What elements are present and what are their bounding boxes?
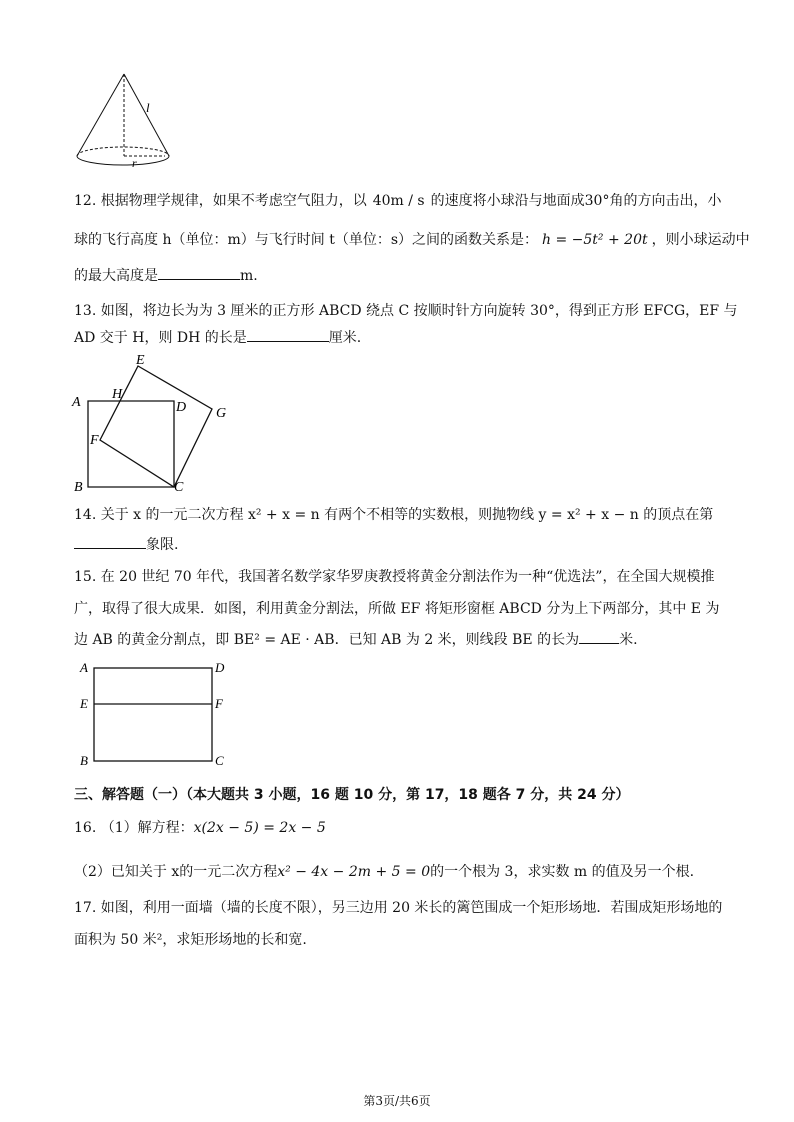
q16-part-1: 16. （1）解方程：x(2x − 5) = 2x − 5 [74,820,326,836]
q16-equation-1: x(2x − 5) = 2x − 5 [193,820,326,836]
q12-speed: 40m / s [372,193,425,209]
rect-label-D: D [215,660,225,675]
q15-line-2: 广，取得了很大成果．如图，利用黄金分割法，所做 EF 将矩形窗框 ABCD 分为上下两部分，其中 E 为 [74,601,720,617]
label-F: F [90,433,99,448]
rotated-squares-figure [66,352,236,497]
cone-slant-label: l [146,100,150,115]
cone-radius-label: r [132,156,137,170]
q16-equation-2: x² − 4x − 2m + 5 = 0 [277,864,431,880]
rect-label-E: E [80,696,88,711]
q17-line-2: 面积为 50 米²，求矩形场地的长和宽. [74,932,307,948]
label-D: D [176,400,187,415]
q13-answer-blank[interactable] [247,327,329,342]
q13-line-2: AD 交于 H，则 DH 的长是 厘米. [74,327,361,349]
rect-label-C: C [215,753,224,768]
rect-label-A: A [80,660,88,675]
q12-line-3: 的最大高度是 m. [74,265,258,287]
rect-label-F: F [215,696,223,711]
label-A: A [72,395,81,410]
golden-rectangle-figure [74,658,234,770]
q12-line-2: 球的飞行高度 h（单位：m）与飞行时间 t（单位：s）之间的函数关系是： h = −5t² + 20t ，则小球运动中 [74,232,750,248]
q12-angle: 30° [584,193,610,209]
label-H: H [112,387,123,402]
q14-line-1: 14. 关于 x 的一元二次方程 x² + x = n 有两个不相等的实数根，则抛物线 y = x² + x − n 的顶点在第 [74,507,714,523]
label-E: E [136,353,145,368]
q15-line-1: 15. 在 20 世纪 70 年代，我国著名数学家华罗庚教授将黄金分割法作为一种“优选法”，在全国大规模推 [74,569,715,585]
q12-line-1: 12. 根据物理学规律，如果不考虑空气阻力，以 40m / s 的速度将小球沿与地面成30°角的方向击出，小 [74,193,722,209]
label-B: B [74,480,83,495]
rect-label-B: B [80,753,88,768]
label-C: C [174,480,184,495]
label-G: G [216,406,227,421]
q14-line-2: 象限. [74,534,178,556]
q13-line-1: 13. 如图，将边长为为 3 厘米的正方形 ABCD 绕点 C 按顺时针方向旋转 30°，得到正方形 EFCG，EF 与 [74,303,738,319]
page-number: 第3页/共6页 [363,1094,431,1108]
q14-answer-blank[interactable] [74,534,146,549]
q15-line-3: 边 AB 的黄金分割点，即 BE² = AE · AB．已知 AB 为 2 米，则线段 BE 的长为 米. [74,629,638,651]
q12-formula: h = −5t² + 20t [542,232,648,248]
section-3-heading: 三、解答题（一）（本大题共 3 小题，16 题 10 分，第 17，18 题各 7 分，共 24 分） [74,787,630,803]
q17-line-1: 17. 如图，利用一面墙（墙的长度不限），另三边用 20 米长的篱笆围成一个矩形场地．若围成矩形场地的 [74,900,723,916]
cone-figure [70,70,175,170]
q16-part-2: （2）已知关于 x的一元二次方程x² − 4x − 2m + 5 = 0的一个根为 3，求实数 m 的值及另一个根. [74,864,695,880]
q15-answer-blank[interactable] [579,629,619,644]
q12-answer-blank[interactable] [158,265,240,280]
